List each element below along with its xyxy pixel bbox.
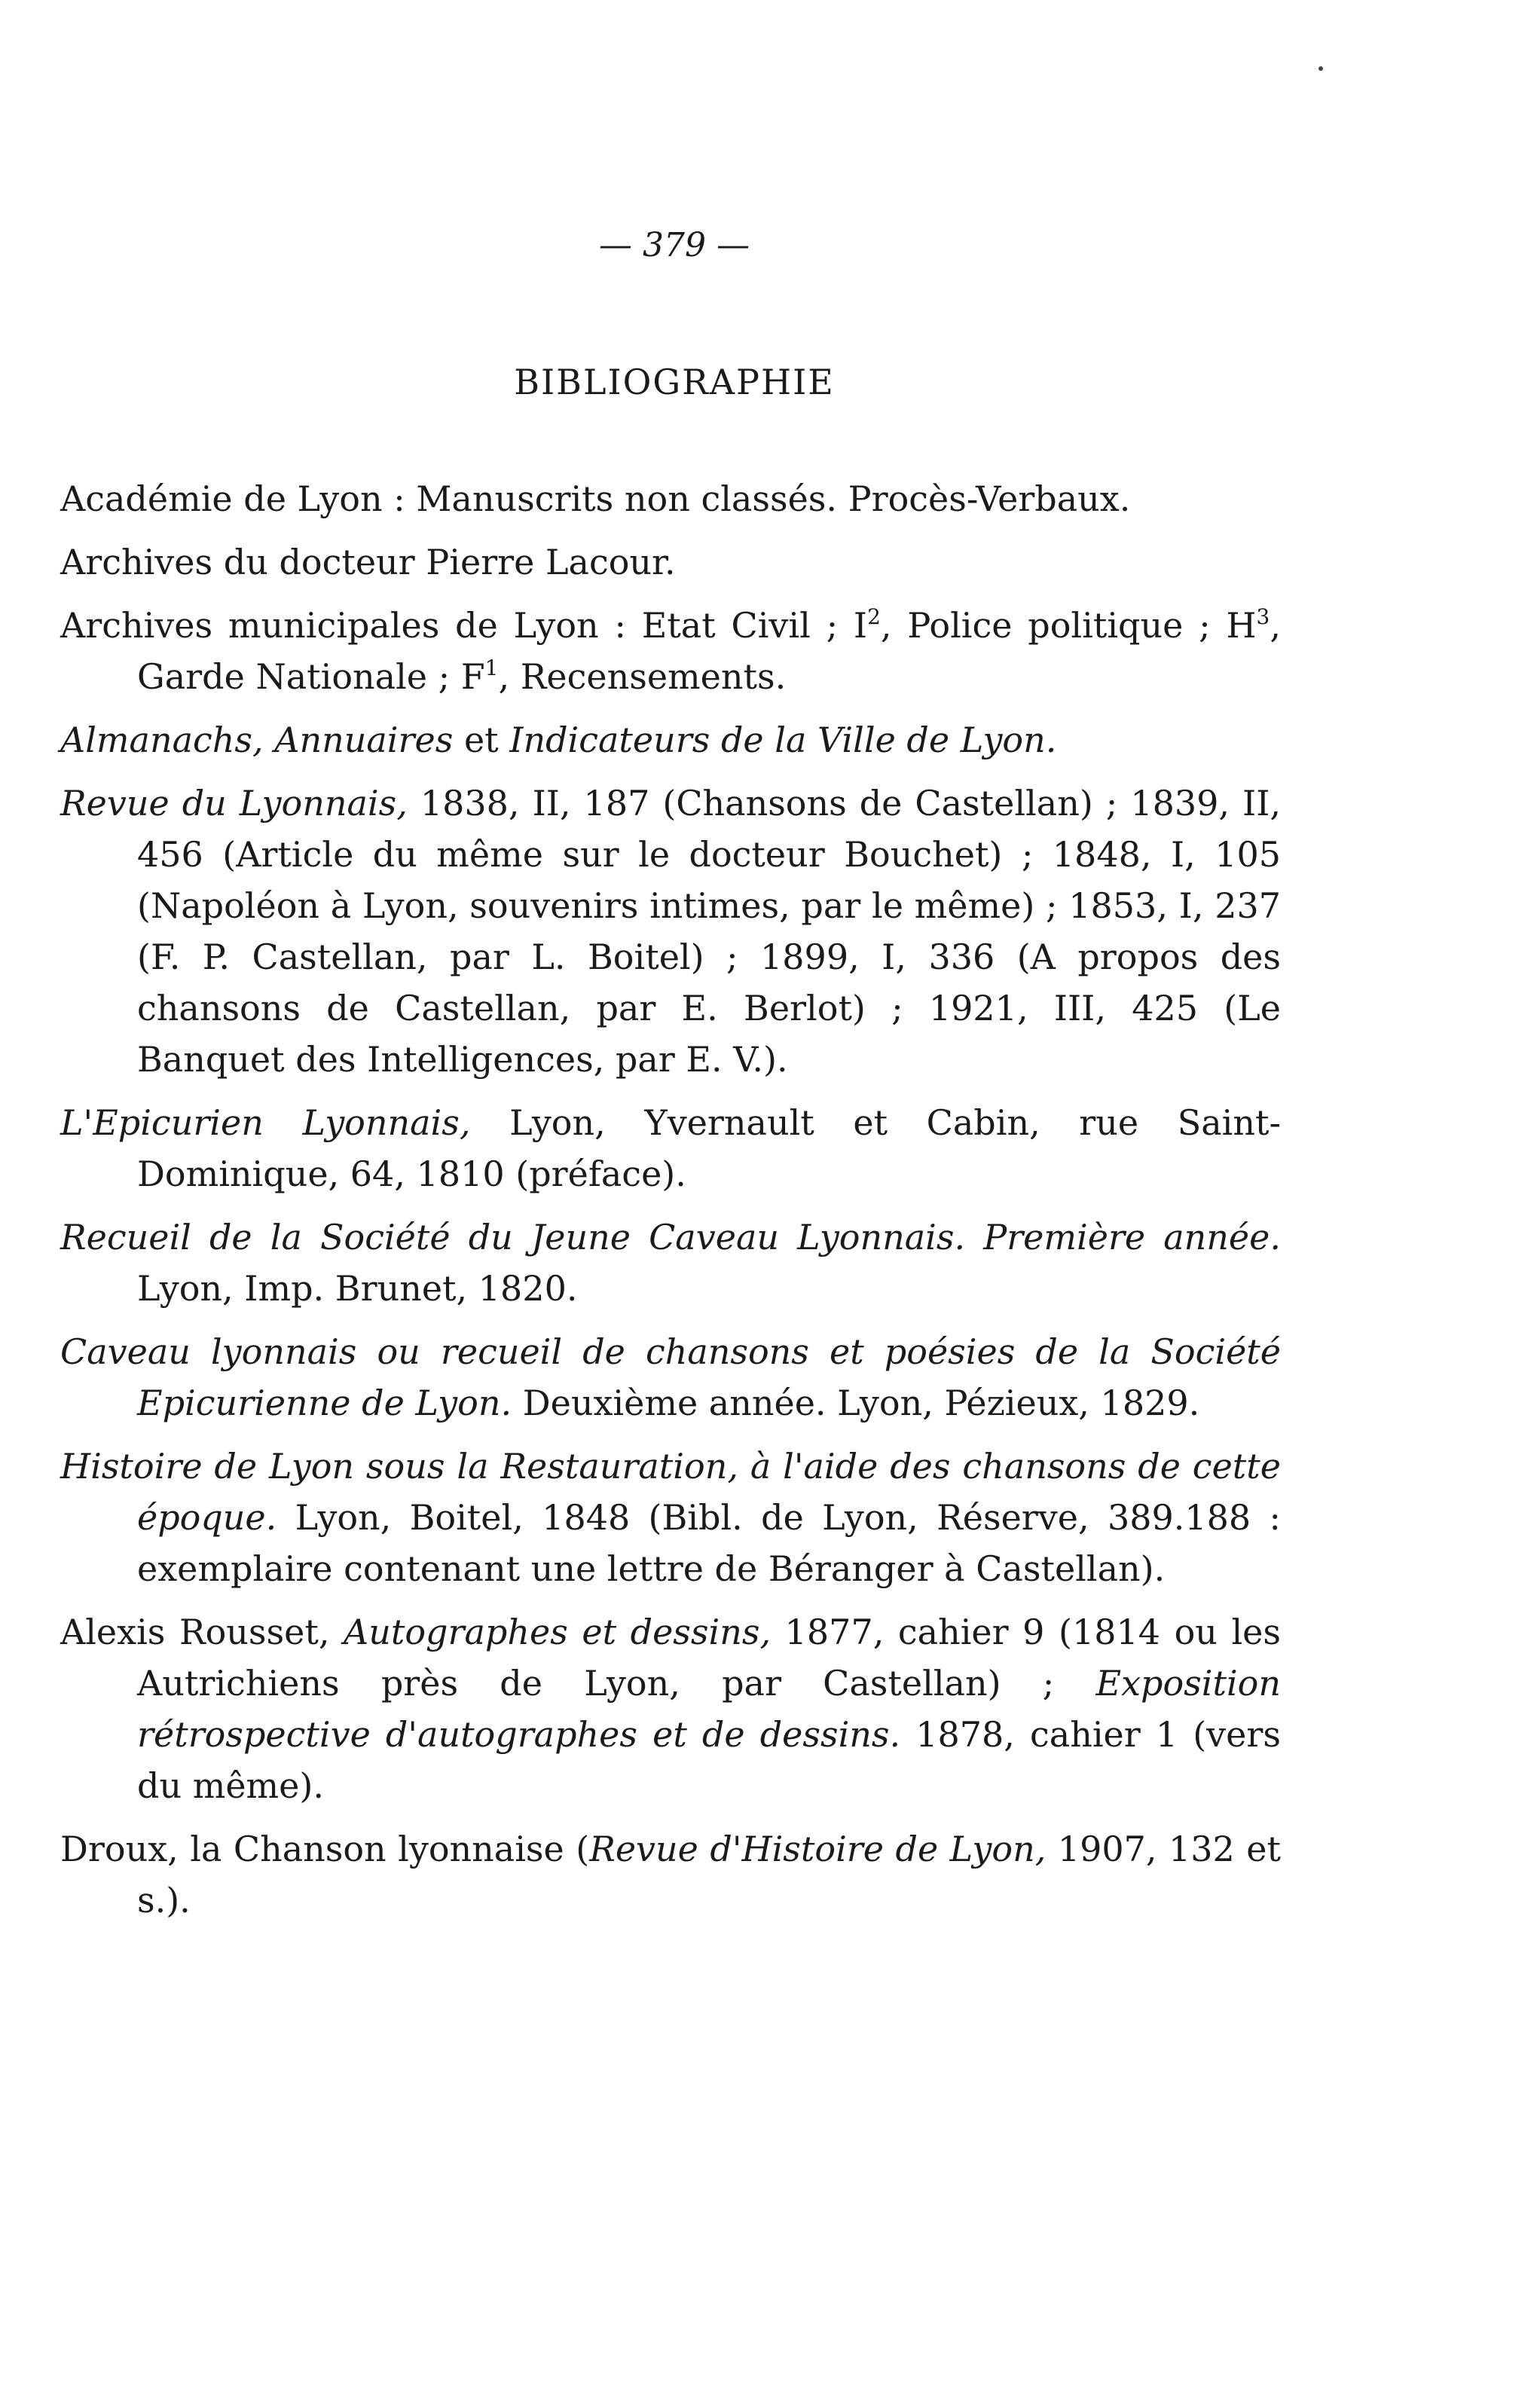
- bibliography-list: [60, 473, 1281, 1938]
- bibliography-entry: Académie de Lyon : Manuscrits non classés. Procès-Verbaux.: [60, 478, 1131, 519]
- bibliography-entry: Histoire de Lyon sous la Restauration, à l'aide des chansons de cette époque. Lyon, Boitel, 1848 (Bibl. de Lyon, Réserve, 389.188 : exemplaire contenant une lettre de Béranger à Castellan).: [60, 1446, 1281, 1589]
- speck-mark: [1318, 66, 1323, 71]
- bibliography-entry: Droux, la Chanson lyonnaise (Revue d'Histoire de Lyon, 1907, 132 et s.).: [60, 1829, 1281, 1921]
- bibliography-entry: Recueil de la Société du Jeune Caveau Lyonnais. Première année. Lyon, Imp. Brunet, 1820.: [60, 1217, 1281, 1309]
- bibliography-entry: Archives municipales de Lyon : Etat Civil ; $I^2$, Police politique ; $H^3$, Garde Nationale ; $F^1$, Recensements.: [60, 604, 1281, 697]
- bibliography-entry: Alexis Rousset, Autographes et dessins, 1877, cahier 9 (1814 ou les Autrichiens près de Lyon, par Castellan) ; Exposition rétrospective d'autographes et de dessins. 1878, cahier 1 (vers du même).: [60, 1612, 1281, 1806]
- bibliography-entry: Archives du docteur Pierre Lacour.: [60, 542, 676, 582]
- bibliography-entry: L'Epicurien Lyonnais, Lyon, Yvernault et Cabin, rue Saint-Dominique, 64, 1810 (préface).: [60, 1102, 1282, 1194]
- bibliography-entry: Caveau lyonnais ou recueil de chansons et poésies de la Société Epicurienne de Lyon. Deuxième année. Lyon, Pézieux, 1829.: [60, 1331, 1281, 1423]
- page-number: — 379 —: [599, 226, 750, 264]
- bibliography-entry: Revue du Lyonnais, 1838, II, 187 (Chansons de Castellan) ; 1839, II, 456 (Article du même sur le docteur Bouchet) ; 1848, I, 105 (Napoléon à Lyon, souvenirs intimes, par le même) ; 1853, I, 237 (F. P. Castellan, par L. Boitel) ; 1899, I, 336 (A propos des chansons de Castellan, par E. Berlot) ; 1921, III, 425 (Le Banquet des Intelligences, par E. V.).: [60, 783, 1281, 1080]
- bibliography-entry: Almanachs, Annuaires et Indicateurs de la Ville de Lyon.: [60, 720, 1057, 760]
- page-title: BIBLIOGRAPHIE: [514, 362, 835, 402]
